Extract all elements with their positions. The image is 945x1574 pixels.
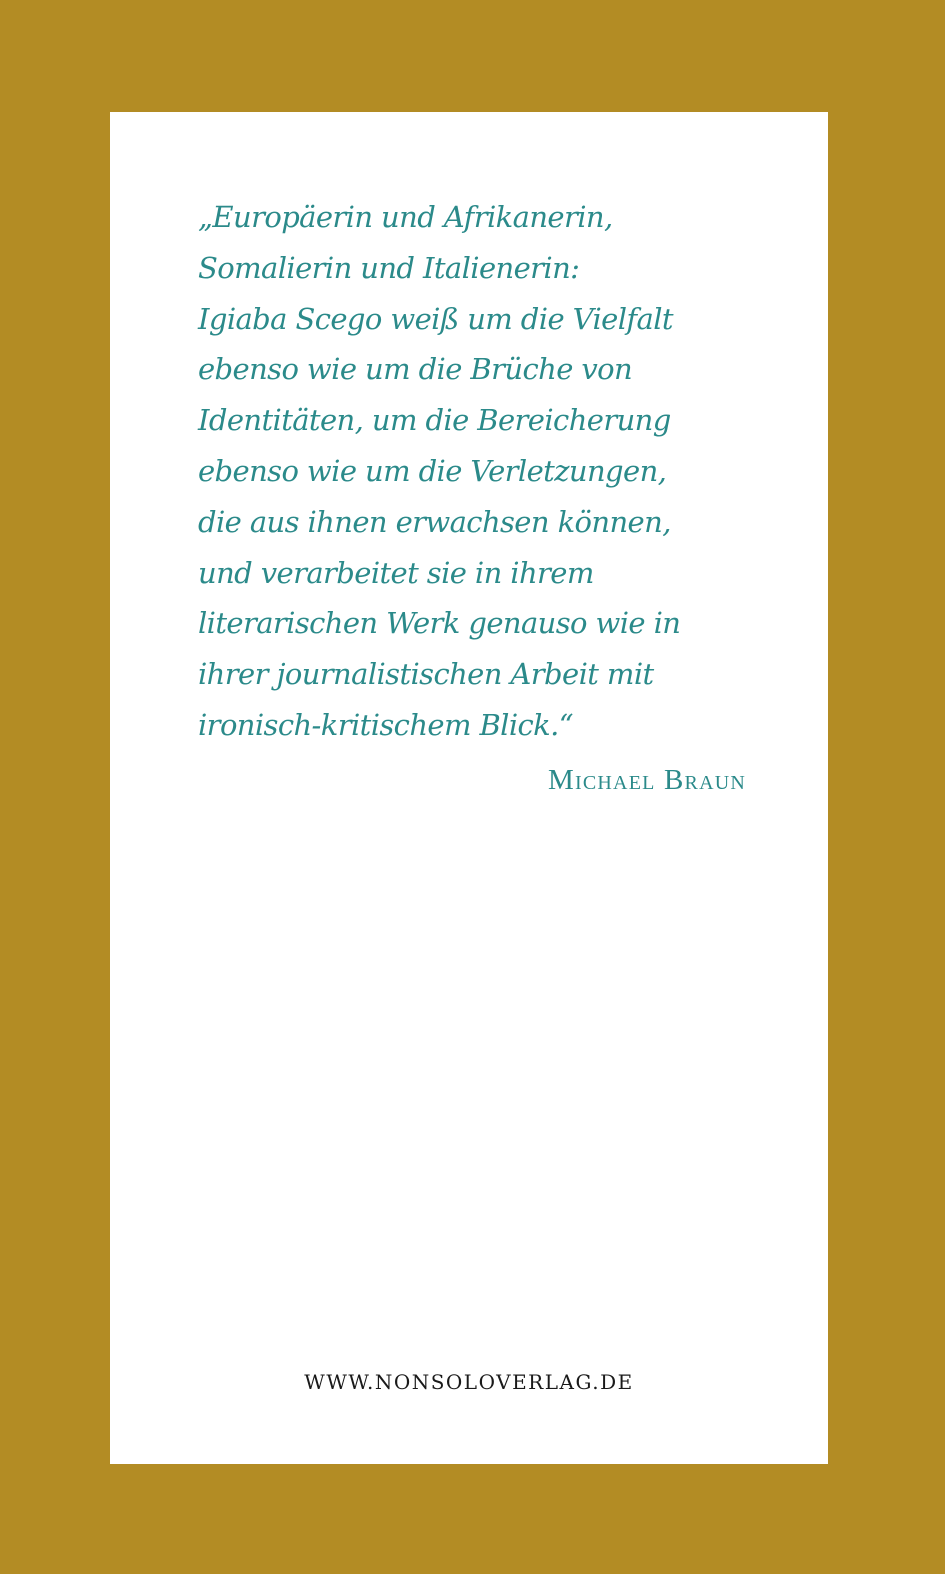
quote-line: Igiaba Scego weiß um die Vielfalt (198, 301, 673, 336)
quote-line: Identitäten, um die Bereicherung (198, 403, 671, 438)
quote-line: ihrer journalistischen Arbeit mit (198, 657, 654, 692)
quote-line: „Europäerin und Afrikanerin, (198, 200, 613, 234)
publisher-website: WWW.NONSOLOVERLAG.DE (304, 1370, 634, 1394)
quote-block (198, 192, 798, 751)
quote-line: ebenso wie um die Verletzungen, (198, 453, 667, 488)
quote-line: Somalierin und Italienerin: (198, 250, 580, 285)
quote-line: ebenso wie um die Brüche von (198, 352, 633, 387)
quote-line: literarischen Werk genauso wie in (198, 606, 681, 641)
quote-line: ironisch-kritischem Blick.“ (198, 707, 573, 742)
quote-line: die aus ihnen erwachsen können, (198, 504, 671, 539)
quote-line: und verarbeitet sie in ihrem (198, 555, 594, 590)
quote-author: Michael Braun (548, 764, 746, 796)
back-cover-panel (110, 112, 828, 1464)
